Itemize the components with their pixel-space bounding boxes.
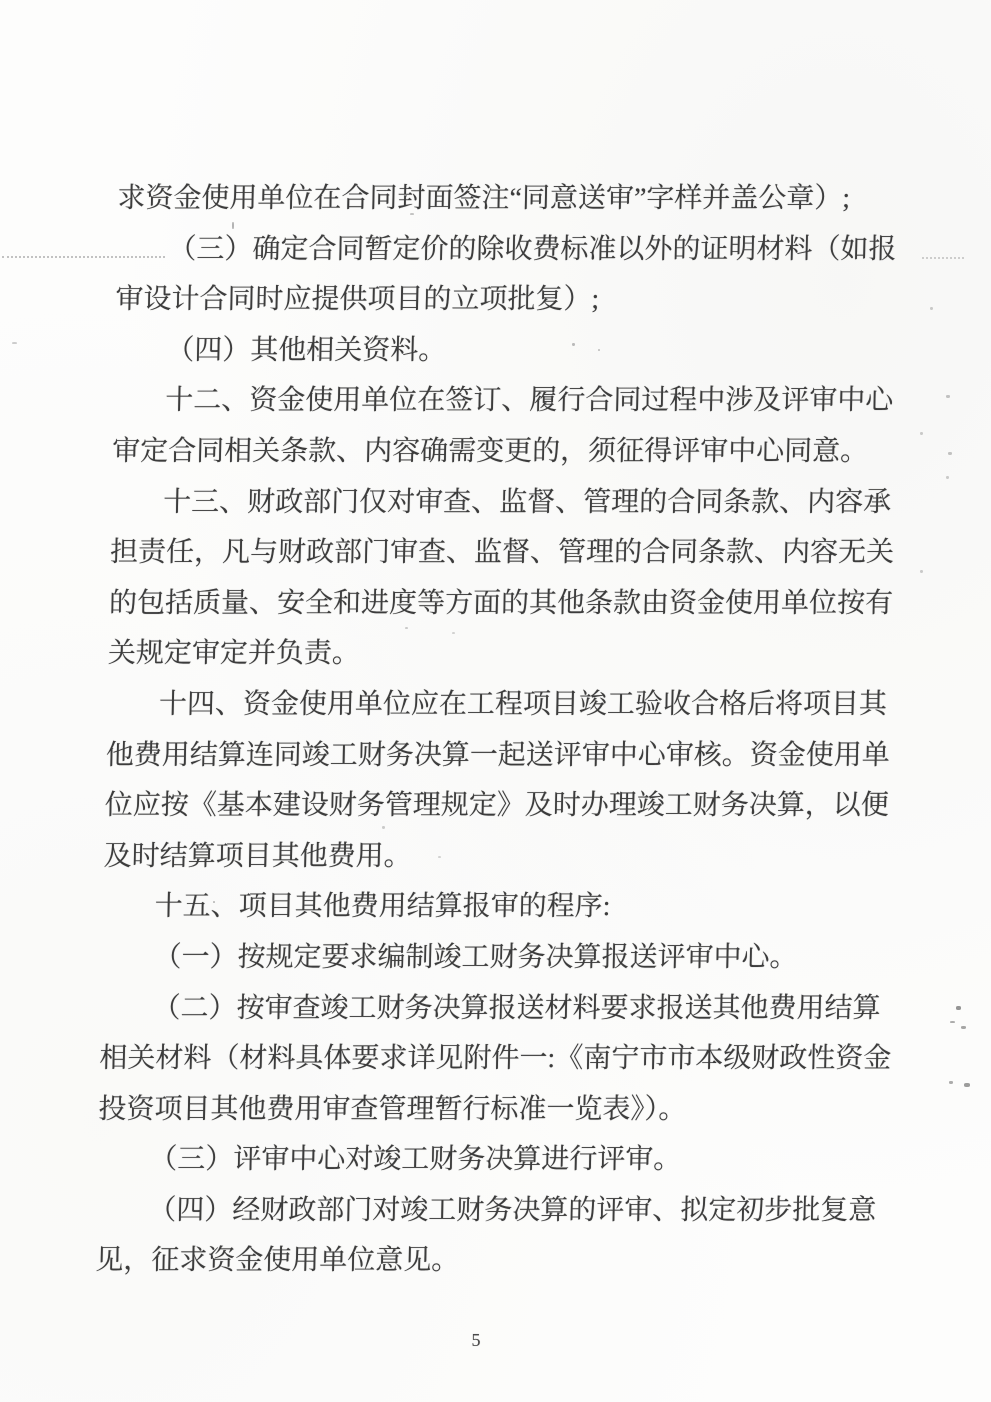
scan-speck — [307, 349, 310, 352]
text-line-3: 审设计合同时应提供项目的立项批复）; — [115, 284, 600, 316]
scan-speck — [213, 901, 215, 903]
scan-speck — [946, 476, 949, 479]
text-line-19: 投资项目其他费用审查管理暂行标准一览表》）。 — [98, 1093, 687, 1125]
scan-speck — [920, 570, 923, 573]
text-line-1: 求资金使用单位在合同封面签注“同意送审”字样并盖公章）; — [117, 183, 851, 214]
text-line-11: 十四、资金使用单位应在工程项目竣工验收合格后将项目其 — [158, 688, 888, 720]
scan-speck — [961, 1026, 966, 1029]
text-line-4: （四）其他相关资料。 — [165, 334, 447, 366]
scan-speck — [598, 349, 600, 351]
scan-speck — [317, 355, 319, 357]
page-number: 5 — [471, 1330, 481, 1350]
scan-speck — [946, 395, 950, 398]
text-line-12: 他费用结算连同竣工财务决算一起送评审中心审核。资金使用单 — [105, 739, 891, 771]
text-line-16: （一）按规定要求编制竣工财务决算报送评审中心。 — [153, 941, 798, 973]
text-line-18: 相关材料（材料具体要求详见附件一:《南宁市市本级财政性资金 — [99, 1043, 892, 1075]
scan-speck — [452, 632, 455, 634]
document-body — [95, 174, 908, 1287]
text-line-13: 位应按《基本建设财务管理规定》及时办理竣工财务决算，以便 — [104, 790, 890, 822]
scan-speck — [405, 627, 408, 629]
text-line-14: 及时结算项目其他费用。 — [103, 840, 413, 872]
text-line-15: 十五、项目其他费用结算报审的程序: — [154, 891, 611, 923]
text-line-21: （四）经财政部门对竣工财务决算的评审、拟定初步批复意 — [147, 1194, 877, 1226]
scan-speck — [948, 452, 952, 455]
scan-speck — [920, 432, 923, 435]
fold-dotted-line-left — [2, 256, 165, 258]
text-line-20: （三）评审中心对竣工财务决算进行评审。 — [149, 1144, 682, 1176]
fold-dotted-line-right — [922, 257, 964, 259]
scan-speck — [382, 826, 385, 829]
text-line-8: 担责任，凡与财政部门审查、监督、管理的合同条款、内容无关 — [109, 537, 895, 569]
text-line-6: 审定合同相关条款、内容确需变更的，须征得评审中心同意。 — [111, 435, 869, 467]
scan-speck — [930, 307, 933, 310]
text-line-5: 十二、资金使用单位在签订、履行合同过程中涉及评审中心 — [164, 385, 894, 417]
scan-speck — [950, 1021, 955, 1023]
scan-speck — [12, 342, 17, 344]
text-line-9: 的包括质量、安全和进度等方面的其他条款由资金使用单位按有 — [108, 587, 894, 619]
scan-speck — [438, 856, 441, 858]
scan-speck — [572, 343, 575, 346]
text-line-22: 见，征求资金使用单位意见。 — [94, 1245, 460, 1277]
text-line-2: （三）确定合同暂定价的除收费标准以外的证明材料（如报 — [168, 233, 897, 265]
scan-speck — [956, 1006, 961, 1010]
text-line-7: 十三、财政部门仅对审查、监督、管理的合同条款、内容承 — [162, 486, 892, 518]
text-line-17: （二）按审查竣工财务决算报送材料要求报送其他费用结算 — [152, 992, 881, 1024]
scan-speck — [232, 222, 234, 229]
scan-speck — [964, 1083, 970, 1087]
scan-speck — [949, 1081, 953, 1084]
text-line-10: 关规定审定并负责。 — [107, 638, 361, 670]
scan-speck — [410, 213, 414, 215]
